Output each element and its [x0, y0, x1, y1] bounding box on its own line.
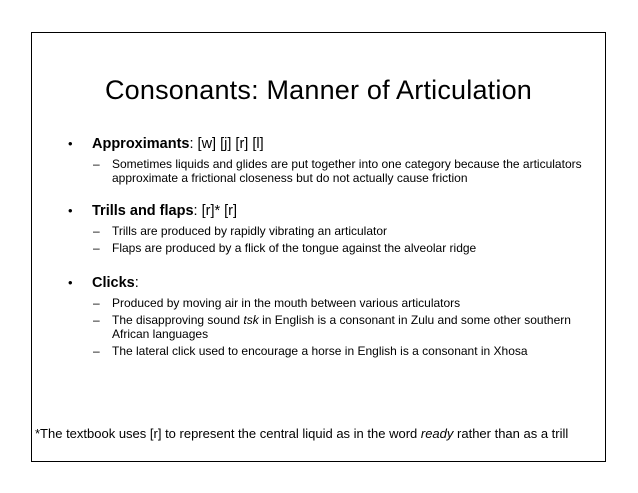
- footnote: *The textbook uses [r] to represent the central liquid as in the word ready rather than as a trill: [35, 426, 569, 441]
- sub-list: [93, 157, 588, 185]
- dash-icon: –: [93, 241, 100, 255]
- bullet-group-clicks: [68, 274, 588, 358]
- sub-text: Produced by moving air in the mouth between various articulators: [112, 296, 461, 310]
- bullet-label: Trills and flaps: [92, 203, 194, 219]
- bullet-dot-icon: •: [68, 136, 73, 151]
- sub-item: [93, 224, 588, 238]
- bullet-label: Clicks: [92, 275, 135, 291]
- sub-text: The disapproving sound tsk in English is a consonant in Zulu and some other southern African languages: [112, 313, 571, 341]
- dash-icon: –: [93, 313, 100, 327]
- sub-item: [93, 296, 588, 310]
- bullet-label: Approximants: [92, 136, 190, 152]
- bullet-approximants: [68, 135, 588, 153]
- slide: [31, 32, 606, 462]
- sub-text: The lateral click used to encourage a horse in English is a consonant in Xhosa: [112, 344, 528, 358]
- sub-item: [93, 313, 588, 341]
- dash-icon: –: [93, 296, 100, 310]
- bullet-dot-icon: •: [68, 203, 73, 218]
- bullet-dot-icon: •: [68, 275, 73, 290]
- dash-icon: –: [93, 224, 100, 238]
- sub-item: [93, 241, 588, 255]
- sub-text: Trills are produced by rapidly vibrating an articulator: [112, 224, 388, 238]
- dash-icon: –: [93, 344, 100, 358]
- bullet-rest: : [w] [j] [r] [l]: [189, 136, 264, 152]
- sub-text: Flaps are produced by a flick of the tongue against the alveolar ridge: [112, 241, 477, 255]
- bullet-trills-flaps: [68, 202, 588, 220]
- dash-icon: –: [93, 157, 100, 171]
- sub-list: [93, 224, 588, 255]
- sub-text: Sometimes liquids and glides are put together into one category because the articulators approximate a frictional closeness but do not actually cause friction: [112, 157, 582, 185]
- sub-item: [93, 344, 588, 358]
- bullet-group-trills: [68, 202, 588, 255]
- sub-list: [93, 296, 588, 358]
- slide-title: Consonants: Manner of Articulation: [104, 75, 533, 105]
- bullet-rest: : [r]* [r]: [193, 203, 238, 219]
- bullet-rest: :: [134, 275, 139, 291]
- sub-item: [93, 157, 588, 185]
- bullet-group-approximants: [68, 135, 588, 185]
- bullet-clicks: [68, 274, 588, 292]
- slide-content: [68, 135, 588, 375]
